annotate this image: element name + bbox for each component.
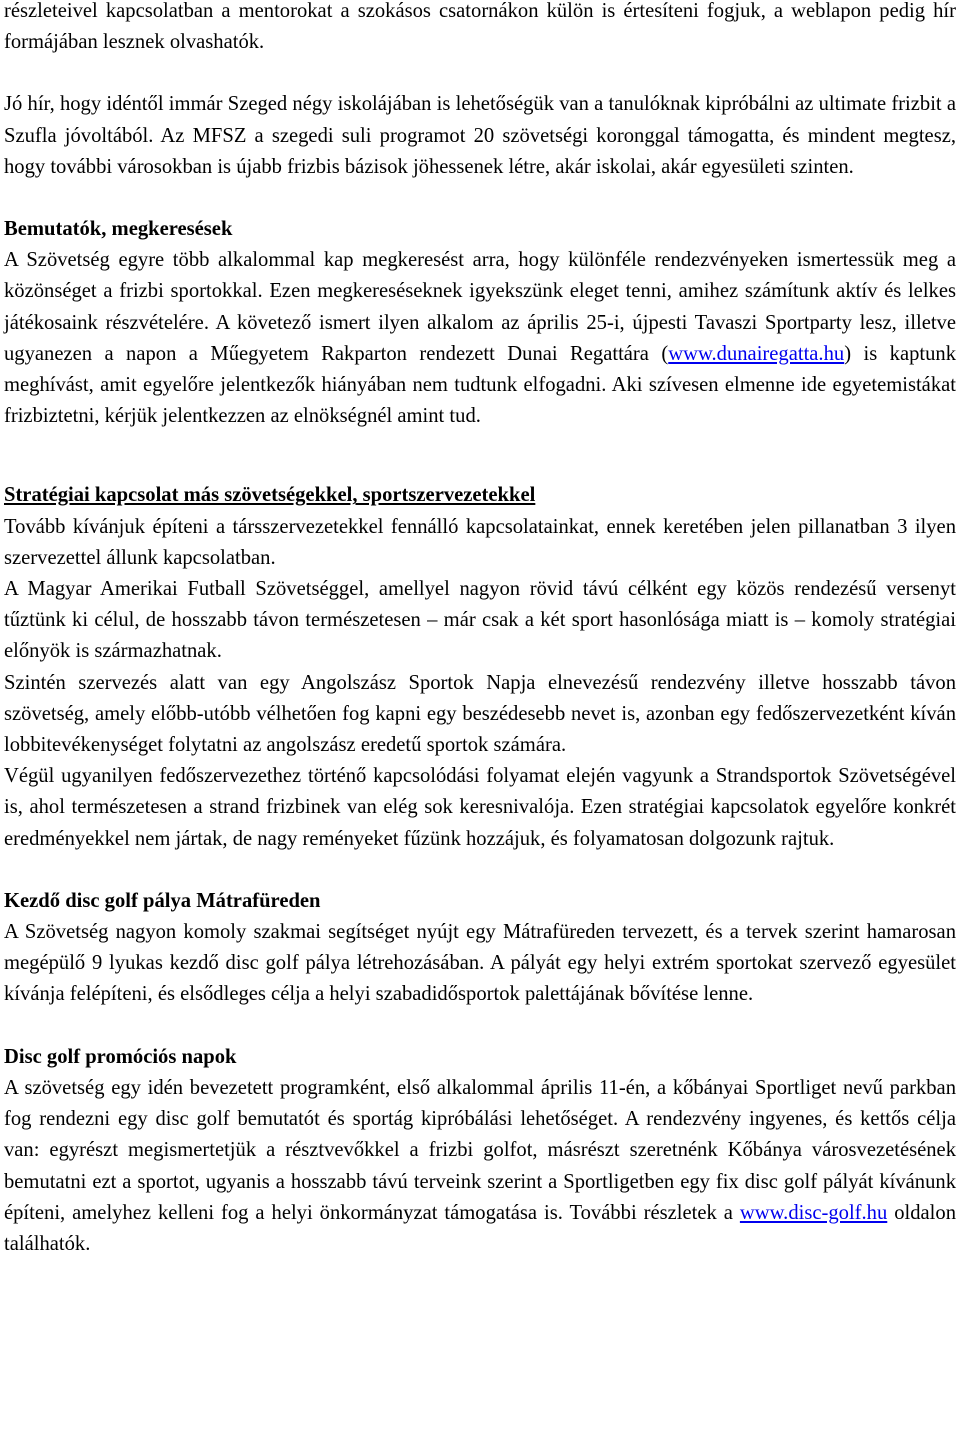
spacer bbox=[4, 1011, 956, 1042]
intro-paragraph-2: Jó hír, hogy idéntől immár Szeged négy iskolájában is lehetőségük van a tanulóknak kipróbálni az ultimate frizbit a Szufla jóvoltából. Az MFSZ a szegedi suli programot 20 szövetségi koronggal támogatta, és mindent megtesz, hogy további városokban is újabb frizbis bázisok jöhessenek létre, akár iskolai, akár egyesületi szinten. bbox=[4, 93, 956, 178]
spacer bbox=[4, 183, 956, 214]
spacer bbox=[4, 855, 956, 886]
spacer bbox=[4, 432, 956, 480]
discgolf-paragraph bbox=[4, 1073, 956, 1260]
section-heading-bemutatok: Bemutatók, megkeresések bbox=[4, 218, 233, 241]
strategiai-paragraph-1: Tovább kívánjuk építeni a társszervezetekkel fennálló kapcsolatainkat, ennek keretében jelen pillanatban 3 ilyen szervezettel állunk kapcsolatban. bbox=[4, 515, 956, 569]
strategiai-paragraph-4: Végül ugyanilyen fedőszervezethez történő kapcsolódási folyamat elején vagyunk a Strandsportok Szövetségével is, ahol természetesen a strand frizbinek van elég sok keresnivalója. Ezen stratégiai kapcsolatok egyelőre konkrét eredményekkel nem jártak, de nagy reményeket fűzünk hozzájuk, és folyamatosan dolgozunk rajtuk. bbox=[4, 765, 956, 850]
discgolf-text-1: A szövetség egy idén bevezetett programként, első alkalommal április 11-én, a kőbányai Sportliget nevű parkban fog rendezni egy disc golf bemutatót és sportág kipróbálási lehetőséget. A rendezvény ingyenes, és kettős célja van: egyrészt megismertetjük a résztvevőkkel a frizbi golfot, másrészt szeretnénk Kőbánya városvezetésének bemutatni ezt a sportot, ugyanis a hosszabb távú terveink szerint a Sportligetben egy fix disc golf pályát kívánunk építeni, amelyhez kelleni fog a helyi önkormányzat támogatása is. További részletek a bbox=[4, 1076, 956, 1224]
spacer bbox=[4, 58, 956, 89]
strategiai-paragraph-2: A Magyar Amerikai Futball Szövetséggel, amellyel nagyon rövid távú célként egy közös rendezésű versenyt tűztünk ki célul, de hosszabb távon természetesen – már csak a két sport hasonlósága miatt is – komoly stratégiai előnyök is származhatnak. bbox=[4, 578, 956, 663]
bemutatok-paragraph bbox=[4, 245, 956, 432]
matrafured-paragraph: A Szövetség nagyon komoly szakmai segítséget nyújt egy Mátrafüreden tervezett, és a tervek szerint hamarosan megépülő 9 lyukas kezdő disc golf pálya létrehozásában. A pályát egy helyi extrém sportokat szervező egyesület kívánja felépíteni, és elsődleges célja a helyi szabadidősportok palettájának bővítése lenne. bbox=[4, 921, 956, 1006]
section-heading-matrafured: Kezdő disc golf pálya Mátrafüreden bbox=[4, 889, 321, 912]
intro-paragraph-1: részleteivel kapcsolatban a mentorokat a szokásos csatornákon külön is értesíteni fogjuk, a weblapon pedig hír formájában lesznek olvashatók. bbox=[4, 0, 956, 54]
bemutatok-text-1: A Szövetség egyre több alkalommal kap megkeresést arra, hogy különféle rendezvényeken ismertessük meg a közönséget a frizbi sportokkal. Ezen megkereséseknek igyekszünk eleget tenni, amihez számítunk aktív és lelkes játékosaink részvételére. A követező ismert ilyen alkalom az április 25-i, újpesti Tavaszi Sportparty lesz, illetve ugyanezen a napon a Műegyetem Rakparton rendezett Dunai Regattára ( bbox=[4, 249, 956, 365]
disc-golf-link[interactable]: www.disc-golf.hu bbox=[739, 1201, 888, 1224]
dunairegatta-link[interactable]: www.dunairegatta.hu bbox=[668, 342, 845, 365]
section-heading-strategiai: Stratégiai kapcsolat más szövetségekkel, sportszervezetekkel bbox=[4, 484, 536, 507]
strategiai-paragraph-3: Szintén szervezés alatt van egy Angolszász Sportok Napja elnevezésű rendezvény illetve hosszabb távon szövetség, amely előbb-utóbb vélhetően fog kapni egy beszédesebb nevet is, azonban egy fedőszervezetként kíván lobbitevékenységet folytatni az angolszász eredetű sportok számára. bbox=[4, 671, 956, 757]
bemutatok-text-2: ) is kaptunk meghívást, amit egyelőre jelentkezők hiányában nem tudtunk elfogadni. Aki szívesen elmenne ide egyetemistákat frizbiztetni, kérjük jelentkezzen az elnökségnél amint tud. bbox=[4, 342, 956, 428]
section-heading-discgolf: Disc golf promóciós napok bbox=[4, 1045, 237, 1068]
discgolf-text-2: oldalon találhatók. bbox=[4, 1201, 956, 1255]
